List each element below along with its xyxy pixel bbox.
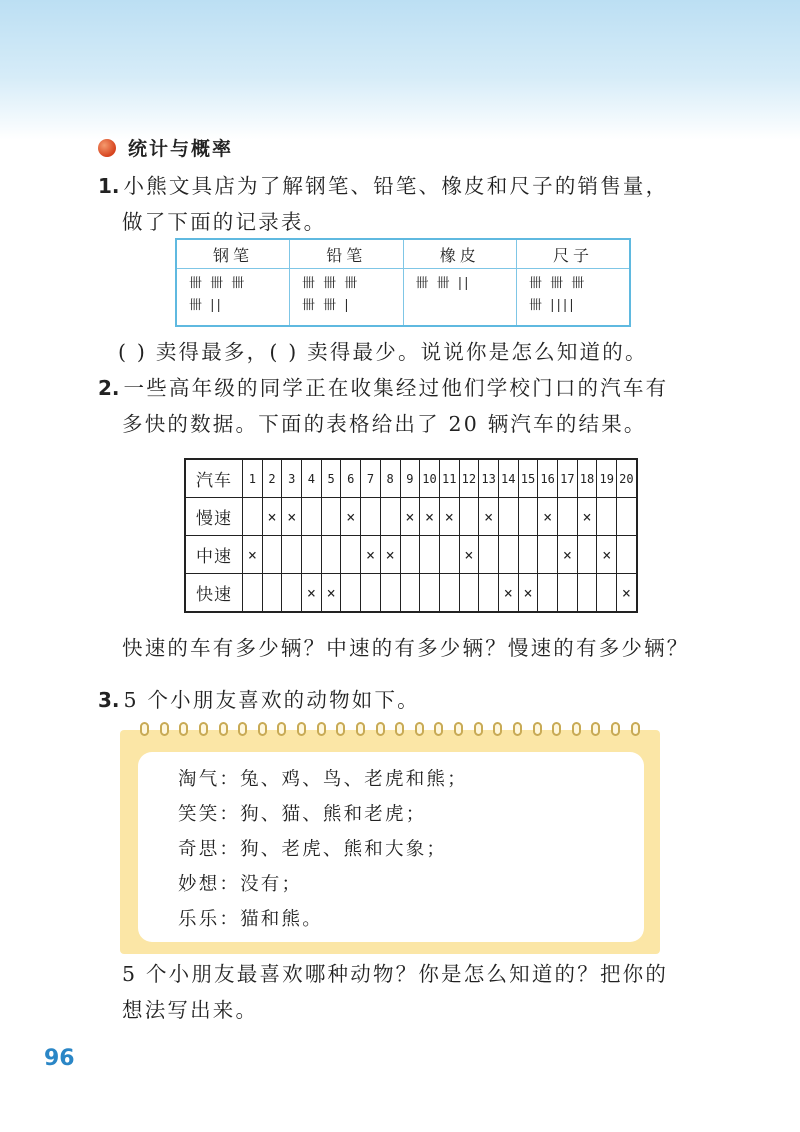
speed-cell (282, 574, 302, 613)
speed-mark: × (538, 498, 558, 536)
ring-icon (572, 722, 581, 736)
q2-number: 2. (98, 376, 120, 400)
ring-icon (317, 722, 326, 736)
speed-mark: × (439, 498, 459, 536)
car-number: 15 (518, 459, 538, 498)
ring-icon (277, 722, 286, 736)
speed-mark: × (243, 536, 263, 574)
q2-question: 快速的车有多少辆？中速的有多少辆？慢速的有多少辆？ (122, 636, 690, 660)
speed-cell (321, 536, 341, 574)
ring-icon (454, 722, 463, 736)
ring-icon (297, 722, 306, 736)
row-label: 快速 (185, 574, 243, 613)
notepad-rings (140, 722, 640, 736)
row-label: 汽车 (185, 459, 243, 498)
ring-icon (395, 722, 404, 736)
car-number: 4 (302, 459, 322, 498)
header-band (0, 0, 800, 140)
q3-number: 3. (98, 688, 120, 712)
speed-cell (479, 574, 499, 613)
tally-header: 尺子 (517, 239, 631, 269)
speed-cell (341, 536, 361, 574)
speed-cell (262, 536, 282, 574)
q2-line2: 多快的数据。下面的表格给出了 20 辆汽车的结果。 (122, 412, 647, 436)
tally-marks: 卌 卌 || (415, 276, 471, 291)
speed-cell (538, 574, 558, 613)
speed-mark: × (262, 498, 282, 536)
car-number: 5 (321, 459, 341, 498)
speed-cell (617, 498, 637, 536)
preference-list (178, 762, 468, 937)
table-row (185, 574, 637, 613)
tally-cell (176, 269, 290, 327)
speed-cell (558, 498, 578, 536)
speed-cell (420, 536, 440, 574)
tally-cell (403, 269, 517, 327)
ring-icon (513, 722, 522, 736)
q2-text (98, 370, 668, 442)
table-row (185, 536, 637, 574)
car-number: 11 (439, 459, 459, 498)
ring-icon (160, 722, 169, 736)
table-row (185, 498, 637, 536)
car-number: 20 (617, 459, 637, 498)
car-number: 7 (361, 459, 381, 498)
preference-item: 妙想：没有； (178, 874, 303, 895)
tally-header: 橡皮 (403, 239, 517, 269)
ring-icon (552, 722, 561, 736)
speed-cell (597, 574, 617, 613)
ring-icon (631, 722, 640, 736)
tally-table (175, 238, 631, 327)
speed-cell (380, 574, 400, 613)
ring-icon (140, 722, 149, 736)
ring-icon (376, 722, 385, 736)
tally-marks: 卌 || (189, 298, 223, 313)
speed-mark: × (420, 498, 440, 536)
preference-item: 奇思：狗、老虎、熊和大象； (178, 839, 448, 860)
bullet-dot-icon (98, 139, 116, 157)
page-number: 96 (44, 1046, 75, 1071)
speed-mark: × (617, 574, 637, 613)
speed-mark: × (380, 536, 400, 574)
speed-cell (361, 498, 381, 536)
speed-cell (361, 574, 381, 613)
q1-question: ( ) 卖得最多，( ) 卖得最少。说说你是怎么知道的。 (118, 340, 648, 364)
preference-item: 乐乐：猫和熊。 (178, 909, 323, 930)
speed-mark: × (321, 574, 341, 613)
ring-icon (258, 722, 267, 736)
car-number: 13 (479, 459, 499, 498)
speed-mark: × (400, 498, 420, 536)
q3-question (122, 956, 668, 1028)
speed-cell (400, 536, 420, 574)
speed-cell (400, 574, 420, 613)
car-number: 14 (498, 459, 518, 498)
speed-cell (262, 574, 282, 613)
ring-icon (611, 722, 620, 736)
ring-icon (533, 722, 542, 736)
speed-mark: × (302, 574, 322, 613)
car-speed-table (184, 458, 638, 613)
preference-item: 笑笑：狗、猫、熊和老虎； (178, 804, 427, 825)
speed-mark: × (597, 536, 617, 574)
section-title: 统计与概率 (128, 138, 234, 160)
speed-cell (498, 498, 518, 536)
car-number: 9 (400, 459, 420, 498)
q1-line1: 小熊文具店为了解钢笔、铅笔、橡皮和尺子的销售量， (123, 174, 669, 198)
tally-marks: 卌 |||| (529, 298, 576, 313)
tally-header: 铅笔 (290, 239, 404, 269)
speed-mark: × (479, 498, 499, 536)
speed-cell (243, 574, 263, 613)
table-header-row (185, 459, 637, 498)
speed-mark: × (498, 574, 518, 613)
speed-mark: × (282, 498, 302, 536)
speed-mark: × (341, 498, 361, 536)
car-number: 16 (538, 459, 558, 498)
speed-mark: × (518, 574, 538, 613)
speed-mark: × (558, 536, 578, 574)
q1-line2: 做了下面的记录表。 (122, 210, 327, 234)
section-header (98, 134, 233, 161)
speed-cell (577, 574, 597, 613)
speed-cell (439, 574, 459, 613)
speed-mark: × (577, 498, 597, 536)
q1-text (98, 168, 668, 240)
speed-cell (420, 574, 440, 613)
speed-cell (617, 536, 637, 574)
tally-marks: 卌 卌 卌 (189, 276, 247, 291)
speed-cell (302, 536, 322, 574)
q3-question-line1: 5 个小朋友最喜欢哪种动物？你是怎么知道的？把你的 (122, 962, 669, 986)
speed-cell (459, 498, 479, 536)
q2-line1: 一些高年级的同学正在收集经过他们学校门口的汽车有 (123, 376, 669, 400)
q3-line: 5 个小朋友喜欢的动物如下。 (123, 688, 420, 712)
ring-icon (238, 722, 247, 736)
preference-item: 淘气：兔、鸡、鸟、老虎和熊； (178, 769, 468, 790)
car-number: 12 (459, 459, 479, 498)
tally-cell (290, 269, 404, 327)
speed-cell (380, 498, 400, 536)
ring-icon (493, 722, 502, 736)
speed-cell (321, 498, 341, 536)
speed-cell (518, 498, 538, 536)
ring-icon (219, 722, 228, 736)
speed-mark: × (361, 536, 381, 574)
speed-cell (479, 536, 499, 574)
tally-marks: 卌 卌 卌 (529, 276, 587, 291)
ring-icon (415, 722, 424, 736)
row-label: 慢速 (185, 498, 243, 536)
row-label: 中速 (185, 536, 243, 574)
tally-header: 钢笔 (176, 239, 290, 269)
speed-cell (459, 574, 479, 613)
ring-icon (199, 722, 208, 736)
speed-cell (439, 536, 459, 574)
ring-icon (179, 722, 188, 736)
car-number: 8 (380, 459, 400, 498)
tally-marks: 卌 卌 卌 (302, 276, 360, 291)
car-number: 10 (420, 459, 440, 498)
speed-cell (538, 536, 558, 574)
tally-marks: 卌 卌 | (302, 298, 351, 313)
ring-icon (474, 722, 483, 736)
speed-cell (597, 498, 617, 536)
car-number: 18 (577, 459, 597, 498)
ring-icon (356, 722, 365, 736)
car-number: 6 (341, 459, 361, 498)
car-number: 2 (262, 459, 282, 498)
speed-cell (302, 498, 322, 536)
ring-icon (336, 722, 345, 736)
car-number: 1 (243, 459, 263, 498)
q1-number: 1. (98, 174, 120, 198)
ring-icon (591, 722, 600, 736)
car-number: 17 (558, 459, 578, 498)
speed-cell (518, 536, 538, 574)
car-number: 19 (597, 459, 617, 498)
tally-cell (517, 269, 631, 327)
q3-question-line2: 想法写出来。 (122, 998, 259, 1022)
car-number: 3 (282, 459, 302, 498)
speed-cell (498, 536, 518, 574)
speed-cell (577, 536, 597, 574)
q3-text (98, 682, 420, 718)
speed-cell (341, 574, 361, 613)
speed-mark: × (459, 536, 479, 574)
speed-cell (282, 536, 302, 574)
speed-cell (558, 574, 578, 613)
speed-cell (243, 498, 263, 536)
ring-icon (434, 722, 443, 736)
